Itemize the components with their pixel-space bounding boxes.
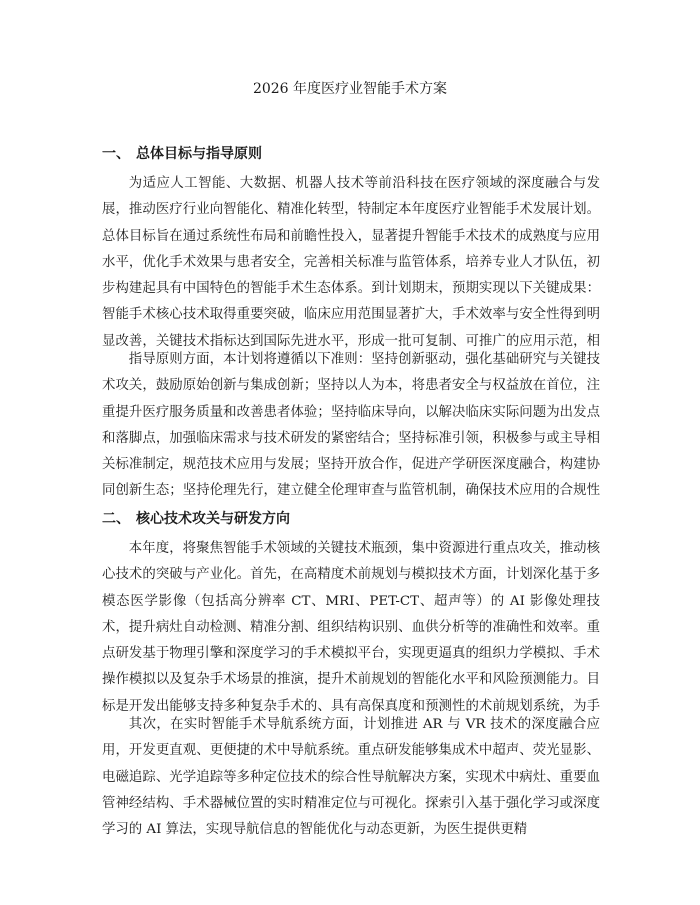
paragraph-preoperative-planning: 本年度，将聚焦智能手术领域的关键技术瓶颈，集中资源进行重点攻关，推动核心技术的突破与产业化。首先，在高精度术前规划与模拟技术方面，计划深化基于多模态医学影像（包括高分辨率 CT、MRI、PET-CT、超声等）的 AI 影像处理技术，提升病灶自动检测、精准分割、组织结构识别、血供分析等的准确性和效率。重点研发基于物理引擎和深度学习的手术模拟平台，实现更逼真的组织力学模拟、手术操作模拟以及复杂手术场景的推演，提升术前规划的智能化水平和风险预测能力。目标是开发出能够支持多种复杂手术的、具有高保真度和预测性的术前规划系统，为手 (102, 541, 600, 714)
paragraph-guiding-principles: 指导原则方面，本计划将遵循以下准则：坚持创新驱动，强化基础研究与关键技术攻关，鼓励原始创新与集成创新；坚持以人为本，将患者安全与权益放在首位，注重提升医疗服务质量和改善患者体验；坚持临床导向，以解决临床实际问题为出发点和落脚点，加强临床需求与技术研发的紧密结合；坚持标准引领，积极参与或主导相关标准制定，规范技术应用与发展；坚持开放合作，促进产学研医深度融合，构建协同创新生态；坚持伦理先行，建立健全伦理审查与监管机制，确保技术应用的合规性 (102, 352, 600, 499)
section-number-1: 一、 (102, 146, 130, 162)
section-title-1: 总体目标与指导原则 (136, 146, 262, 162)
section-heading-2 (102, 510, 290, 528)
paragraph-overall-goal: 为适应人工智能、大数据、机器人技术等前沿科技在医疗领域的深度融合与发展，推动医疗行业向智能化、精准化转型，特制定本年度医疗业智能手术发展计划。总体目标旨在通过系统性布局和前瞻性投入，显著提升智能手术技术的成熟度与应用水平，优化手术效果与患者安全，完善相关标准与监管体系，培养专业人才队伍，初步构建起具有中国特色的智能手术生态体系。到计划期末，预期实现以下关键成果：智能手术核心技术取得重要突破，临床应用范围显著扩大，手术效率与安全性得到明显改善，关键技术指标达到国际先进水平，形成一批可复制、可推广的应用示范，相 (102, 176, 600, 349)
section-heading-1 (102, 145, 262, 163)
document-title: 2026 年度医疗业智能手术方案 (252, 81, 448, 97)
paragraph-surgical-navigation: 其次，在实时智能手术导航系统方面，计划推进 AR 与 VR 技术的深度融合应用，开发更直观、更便捷的术中导航系统。重点研发能够集成术中超声、荧光显影、电磁追踪、光学追踪等多种定位技术的综合性导航解决方案，实现术中病灶、重要血管神经结构、手术器械位置的实时精准定位与可视化。探索引入基于强化学习或深度学习的 AI 算法，实现导航信息的智能优化与动态更新，为医生提供更精 (102, 717, 600, 838)
section-number-2: 二、 (102, 511, 130, 527)
section-title-2: 核心技术攻关与研发方向 (136, 511, 290, 527)
